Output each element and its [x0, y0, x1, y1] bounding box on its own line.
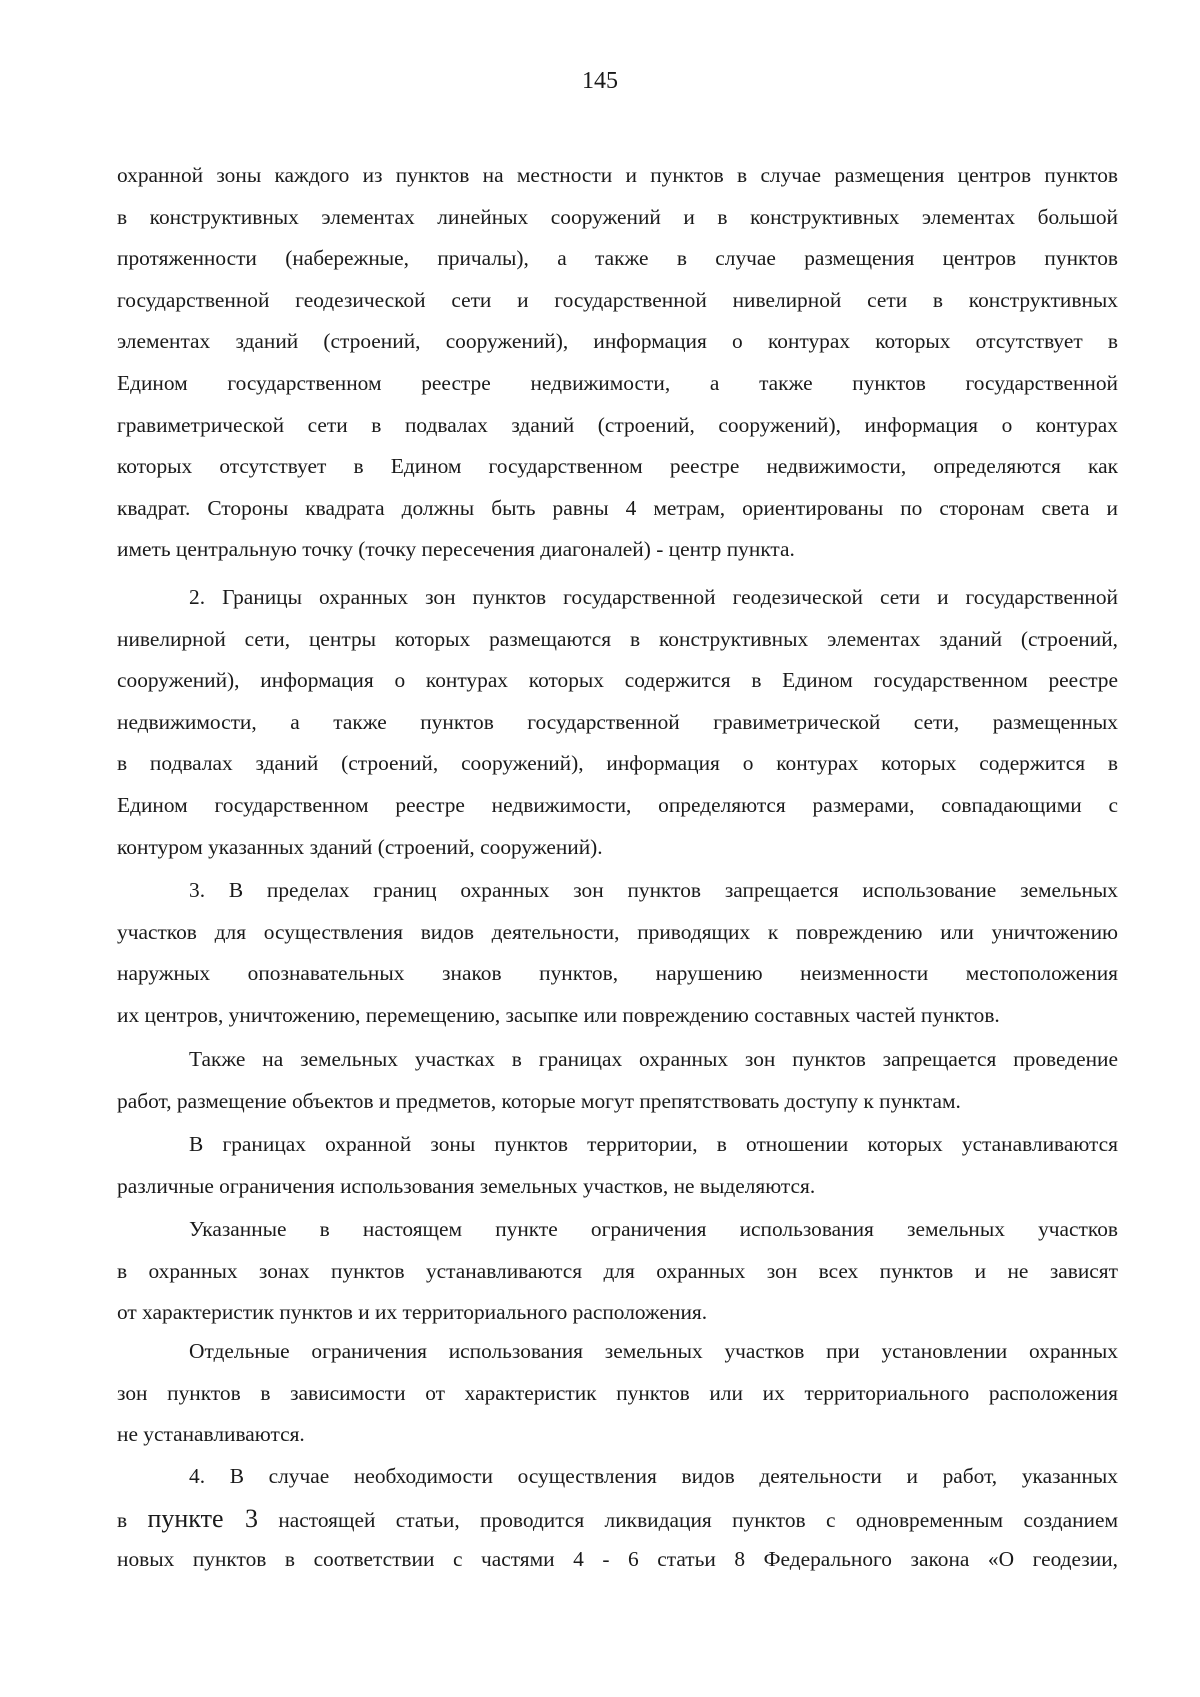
text-line: государственной геодезической сети и государственной нивелирной сети в конструктивных: [117, 287, 1118, 312]
text-line: В границах охранной зоны пунктов территории, в отношении которых устанавливаются: [189, 1132, 1118, 1156]
text-line: не устанавливаются.: [117, 1422, 305, 1447]
text-line: Отдельные ограничения использования земельных участков при установлении охранных: [189, 1339, 1118, 1363]
text-line: их центров, уничтожению, перемещению, засыпке или повреждению составных частей пунктов.: [117, 1002, 1000, 1027]
text-fragment: настоящей статьи, проводится ликвидация пунктов с одновременным созданием: [258, 1507, 1118, 1532]
text-line: в подвалах зданий (строений, сооружений), информация о контурах которых содержится в: [117, 751, 1118, 776]
text-line: зон пунктов в зависимости от характеристик пунктов или их территориального расположения: [117, 1380, 1118, 1405]
text-line: Указанные в настоящем пункте ограничения использования земельных участков: [189, 1217, 1118, 1241]
text-line: контуром указанных зданий (строений, сооружений).: [117, 834, 603, 859]
text-line: в конструктивных элементах линейных сооружений и в конструктивных элементах большой: [117, 204, 1118, 229]
text-line: участков для осуществления видов деятельности, приводящих к повреждению или уничтожению: [117, 919, 1118, 944]
text-line: гравиметрической сети в подвалах зданий (строений, сооружений), информация о контурах: [117, 412, 1118, 437]
text-line: в охранных зонах пунктов устанавливаются для охранных зон всех пунктов и не зависят: [117, 1258, 1118, 1283]
paragraph-6: [117, 1209, 1118, 1334]
text-line: наружных опознавательных знаков пунктов, нарушению неизменности местоположения: [117, 961, 1118, 986]
paragraph-4: [117, 1039, 1118, 1122]
text-line: иметь центральную точку (точку пересечения диагоналей) - центр пункта.: [117, 537, 795, 562]
text-line: работ, размещение объектов и предметов, которые могут препятствовать доступу к пунктам.: [117, 1088, 961, 1113]
text-line: сооружений), информация о контурах которых содержится в Едином государственном реестре: [117, 668, 1118, 693]
text-line: от характеристик пунктов и их территориального расположения.: [117, 1300, 708, 1325]
text-line: 2. Границы охранных зон пунктов государственной геодезической сети и государственной: [189, 585, 1118, 609]
paragraph-8: [117, 1456, 1118, 1581]
text-line: Едином государственном реестре недвижимости, а также пунктов государственной: [117, 370, 1118, 395]
paragraph-5: [117, 1124, 1118, 1207]
text-line: протяженности (набережные, причалы), а также в случае размещения центров пунктов: [117, 246, 1118, 271]
text-line: новых пунктов в соответствии с частями 4 - 6 статьи 8 Федерального закона «О геодезии,: [117, 1547, 1118, 1572]
paragraph-3: [117, 870, 1118, 1036]
text-line: элементах зданий (строений, сооружений), информация о контурах которых отсутствует в: [117, 329, 1118, 354]
article-reference-link[interactable]: пункте 3: [147, 1503, 258, 1533]
text-line: различные ограничения использования земельных участков, не выделяются.: [117, 1173, 816, 1198]
text-line: Также на земельных участках в границах охранных зон пунктов запрещается проведение: [189, 1047, 1118, 1071]
paragraph-2: [117, 577, 1118, 868]
text-line: квадрат. Стороны квадрата должны быть равны 4 метрам, ориентированы по сторонам света и: [117, 495, 1118, 520]
text-fragment: в: [117, 1507, 148, 1532]
text-line: недвижимости, а также пунктов государственной гравиметрической сети, размещенных: [117, 709, 1118, 734]
text-line: Едином государственном реестре недвижимости, определяются размерами, совпадающими с: [117, 792, 1118, 817]
text-line: [117, 1498, 1118, 1540]
text-line: 3. В пределах границ охранных зон пунктов запрещается использование земельных: [189, 878, 1118, 902]
page-number: 145: [582, 68, 618, 94]
text-line: нивелирной сети, центры которых размещаются в конструктивных элементах зданий (строений,: [117, 626, 1118, 651]
paragraph-7: [117, 1331, 1118, 1456]
text-line: которых отсутствует в Едином государственном реестре недвижимости, определяются как: [117, 454, 1118, 479]
text-line: 4. В случае необходимости осуществления видов деятельности и работ, указанных: [189, 1464, 1118, 1488]
paragraph-continuation: [117, 155, 1118, 571]
text-line: охранной зоны каждого из пунктов на местности и пунктов в случае размещения центров пунктов: [117, 163, 1118, 187]
